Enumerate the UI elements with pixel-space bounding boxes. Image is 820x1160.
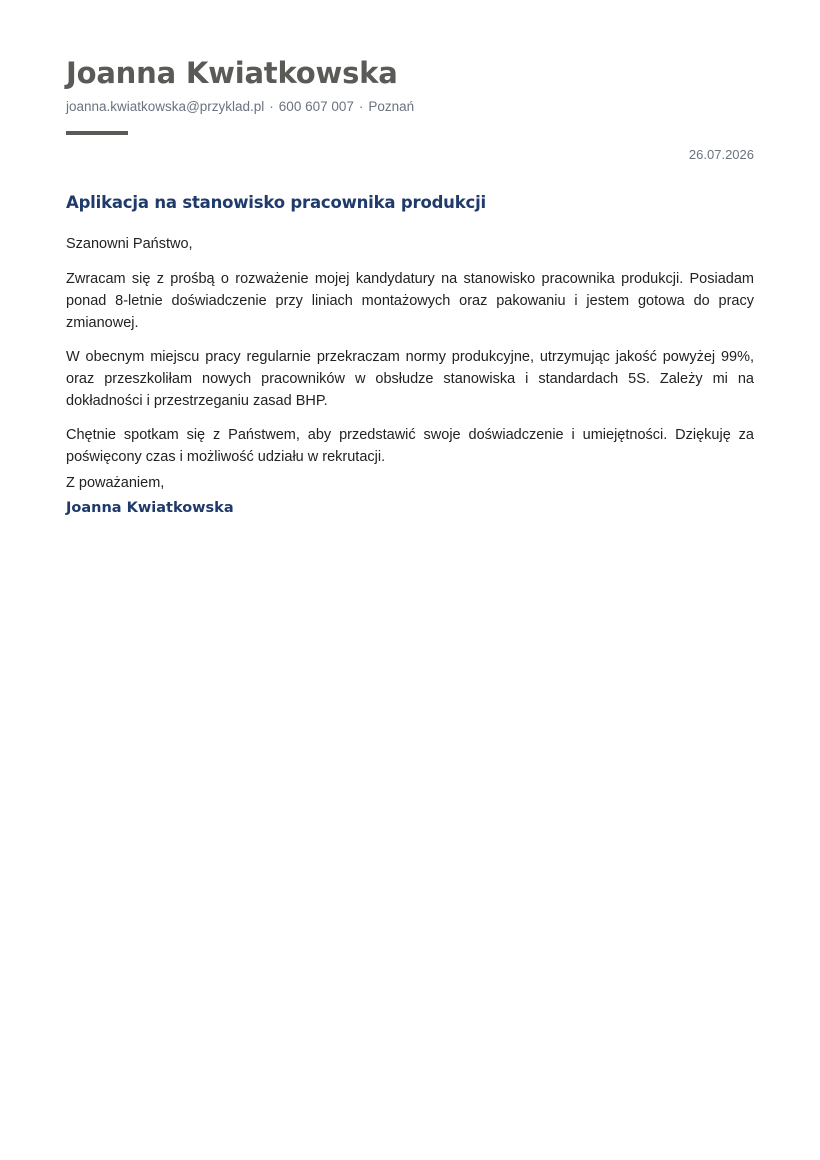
contact-separator: · bbox=[358, 99, 364, 114]
applicant-name: Joanna Kwiatkowska bbox=[66, 56, 398, 90]
body-paragraph: W obecnym miejscu pracy regularnie przekraczam normy produkcyjne, utrzymując jakość powyżej 99%, oraz przeszkoliłam nowych pracowników w obsłudze stanowiska i standardach 5S. Zależy mi na dokładności i przestrzeganiu zasad BHP. bbox=[66, 349, 754, 409]
salutation: Szanowni Państwo, bbox=[66, 236, 193, 252]
contact-separator: · bbox=[269, 99, 274, 114]
body-paragraph: Zwracam się z prośbą o rozważenie mojej kandydatury na stanowisko pracownika produkcji. Posiadam ponad 8-letnie doświadczenie przy liniach montażowych oraz pakowaniu i jestem gotowa do pracy zmianowej. bbox=[66, 271, 754, 331]
letter-subject: Aplikacja na stanowisko pracownika produkcji bbox=[66, 193, 486, 212]
body-paragraph: Chętnie spotkam się z Państwem, aby przedstawić swoje doświadczenie i umiejętności. Dziękuję za poświęcony czas i możliwość udziału w rekrutacji. bbox=[66, 427, 754, 465]
letter-body bbox=[66, 268, 754, 480]
letter-date: 26.07.2026 bbox=[688, 147, 754, 162]
closing-phrase: Z poważaniem, bbox=[66, 475, 165, 491]
contact-phone: 600 607 007 bbox=[278, 99, 354, 114]
signature-name: Joanna Kwiatkowska bbox=[66, 500, 234, 516]
header-accent-bar bbox=[66, 131, 128, 135]
contact-email: joanna.kwiatkowska@przyklad.pl bbox=[66, 99, 265, 114]
contact-city: Poznań bbox=[368, 99, 415, 114]
contact-line bbox=[66, 99, 414, 114]
